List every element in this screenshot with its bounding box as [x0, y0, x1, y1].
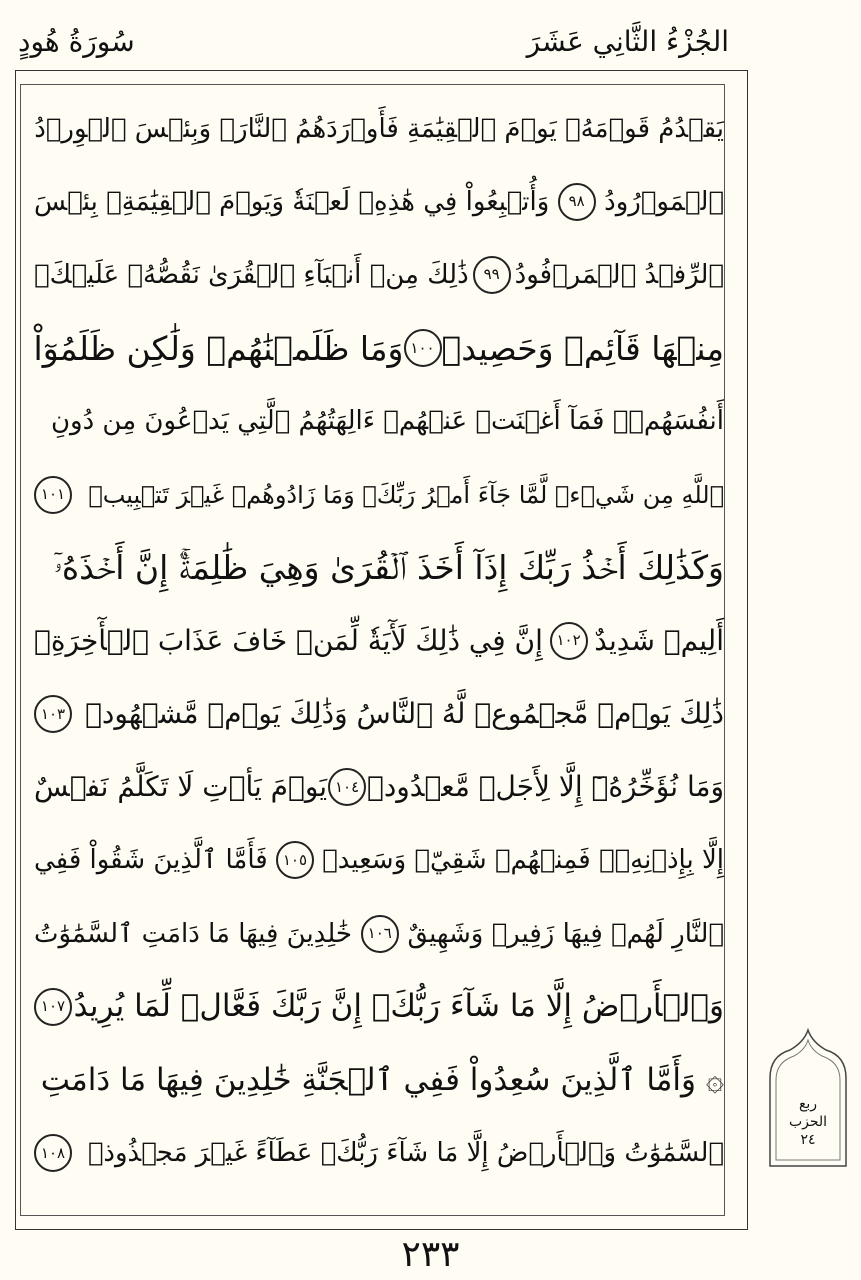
ayah-number-marker: ٩٨: [558, 183, 596, 221]
ayah-text: أَلِيمٞ شَدِيدٌ: [594, 623, 724, 657]
surah-title: سُورَةُ هُودٍ: [18, 25, 135, 58]
juz-title: الجُزْءُ الثَّانِي عَشَرَ: [526, 25, 729, 58]
hizb-quarter-marker: [768, 1028, 848, 1168]
ayah-number-marker: ١٠٧: [34, 988, 72, 1026]
text-line: [34, 604, 724, 677]
text-line: [34, 385, 724, 458]
ayah-text: ۞ وَأَمَّا ٱلَّذِينَ سُعِدُواْ فَفِي ٱلۡجَنَّةِ خَٰلِدِينَ فِيهَا مَا دَامَتِ: [40, 1061, 724, 1098]
text-line: [34, 970, 724, 1043]
ayah-text: إِنَّ فِي ذَٰلِكَ لَأٓيَةٗ لِّمَنۡ خَافَ عَذَابَ ٱلۡأٓخِرَةِۚ: [34, 623, 543, 657]
text-line: [34, 1043, 724, 1116]
ayah-number-marker: ١٠٦: [361, 915, 399, 953]
ayah-text: ٱلۡمَوۡرُودُ: [604, 186, 724, 217]
text-line: [34, 531, 724, 604]
ayah-text: أَنفُسَهُمۡۖ فَمَآ أَغۡنَتۡ عَنۡهُمۡ ءَالِهَتُهُمُ ٱلَّتِي يَدۡعُونَ مِن دُونِ: [50, 406, 724, 437]
ayah-number-marker: ١٠٣: [34, 695, 72, 733]
ayah-number-marker: ١٠٢: [550, 622, 588, 660]
ayah-text: ٱلسَّمَٰوَٰتُ وَٱلۡأَرۡضُ إِلَّا مَا شَآءَ رَبُّكَۖ عَطَآءً غَيۡرَ مَجۡذُوذٖ: [87, 1138, 724, 1169]
text-line: [34, 824, 724, 897]
hizb-label: الحزب: [788, 1114, 828, 1130]
ayah-text: ٱلنَّارِ لَهُمۡ فِيهَا زَفِيرٞ وَشَهِيقٌ: [407, 918, 724, 949]
text-line: [34, 458, 724, 531]
ayah-text: فَأَمَّا ٱلَّذِينَ شَقُواْ فَفِي: [34, 845, 268, 876]
ayah-number-marker: ١٠٤: [328, 768, 366, 806]
ayah-text: وَأُتۡبِعُواْ فِي هَٰذِهِۦ لَعۡنَةٗ وَيَوۡمَ ٱلۡقِيَٰمَةِۚ بِئۡسَ: [34, 186, 550, 217]
text-line: [34, 897, 724, 970]
ayah-text: ٱللَّهِ مِن شَيۡءٖ لَّمَّا جَآءَ أَمۡرُ رَبِّكَۖ وَمَا زَادُوهُمۡ غَيۡرَ تَتۡبِيبٖ: [88, 480, 724, 509]
ayah-text: وَمَا نُؤَخِّرُهُۥٓ إِلَّا لِأَجَلٖ مَّعۡدُودٖ: [367, 770, 724, 804]
ayah-text: ذَٰلِكَ مِنۡ أَنۢبَآءِ ٱلۡقُرَىٰ نَقُصُّهُۥ عَلَيۡكَۖ: [34, 259, 469, 290]
ayah-text: ذَٰلِكَ يَوۡمٞ مَّجۡمُوعٞ لَّهُ ٱلنَّاسُ وَذَٰلِكَ يَوۡمٞ مَّشۡهُودٞ: [85, 697, 724, 731]
quran-text: [34, 92, 724, 1190]
text-line: [34, 238, 724, 311]
hizb-number: ٢٤: [800, 1132, 816, 1148]
text-line: [34, 751, 724, 824]
ayah-text: يَقۡدُمُ قَوۡمَهُۥ يَوۡمَ ٱلۡقِيَٰمَةِ فَأَوۡرَدَهُمُ ٱلنَّارَۖ وَبِئۡسَ ٱلۡوِرۡدُ: [34, 113, 724, 144]
ayah-text: يَوۡمَ يَأۡتِ لَا تَكَلَّمُ نَفۡسٌ: [34, 770, 328, 804]
page-number: ٢٣٣: [401, 1234, 460, 1275]
ayah-text: ٱلرِّفۡدُ ٱلۡمَرۡفُودُ: [514, 259, 724, 290]
ayah-number-marker: ١٠١: [34, 476, 72, 514]
text-line: [34, 92, 724, 165]
ayah-text: وَمَا ظَلَمۡنَٰهُمۡ وَلَٰكِن ظَلَمُوٓاْ: [33, 328, 404, 368]
ayah-number-marker: ١٠٥: [276, 841, 314, 879]
ayah-text: خَٰلِدِينَ فِيهَا مَا دَامَتِ ٱلسَّمَٰوَٰتُ: [34, 918, 353, 949]
text-line: [34, 1117, 724, 1190]
text-line: [34, 165, 724, 238]
text-line: [34, 678, 724, 751]
text-line: [34, 312, 724, 385]
ayah-number-marker: ٩٩: [473, 256, 511, 294]
ayah-text: مِنۡهَا قَآئِمٞ وَحَصِيدٞ: [441, 328, 724, 368]
rub-label: ربع: [798, 1096, 818, 1112]
ayah-number-marker: ١٠٨: [34, 1134, 72, 1172]
ayah-text: وَكَذَٰلِكَ أَخۡذُ رَبِّكَ إِذَآ أَخَذَ ٱلۡقُرَىٰ وَهِيَ ظَٰلِمَةٌۚ إِنَّ أَخۡذَهُۥٓ: [53, 548, 724, 588]
ayah-number-marker: ١٠٠: [404, 329, 442, 367]
ayah-text: وَٱلۡأَرۡضُ إِلَّا مَا شَآءَ رَبُّكَۚ إِنَّ رَبَّكَ فَعَّالٞ لِّمَا يُرِيدُ: [73, 988, 724, 1025]
ayah-text: إِلَّا بِإِذۡنِهِۦۚ فَمِنۡهُمۡ شَقِيّٞ وَسَعِيدٞ: [322, 845, 724, 876]
